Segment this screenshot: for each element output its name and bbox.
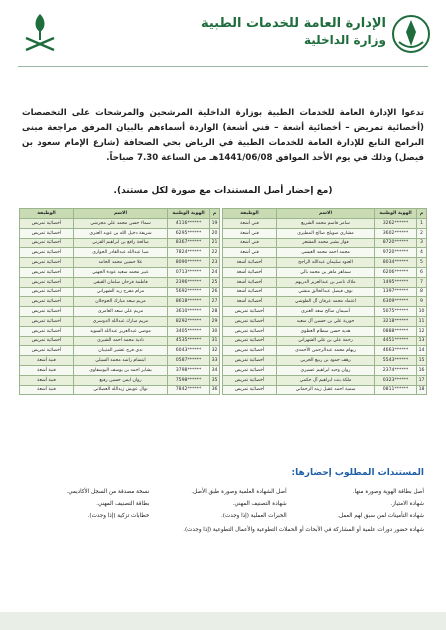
cell-name: سماء حسن محمد علي مجرشي xyxy=(74,219,168,229)
document-item: نسخة مصدقة من السجل الأكاديمي. xyxy=(66,489,150,495)
table-row xyxy=(20,248,220,258)
documents-note: (مع إحضار أصل المستندات مع صورة لكل مستند). xyxy=(113,186,333,196)
cell-id: ******8292 xyxy=(168,316,210,326)
table-row xyxy=(223,336,427,346)
cell-num: 15 xyxy=(417,356,427,366)
cell-num: 22 xyxy=(210,248,220,258)
cell-name: ملكة بنت ابراهيم آل حكمي xyxy=(277,375,375,385)
cell-num: 25 xyxy=(210,277,220,287)
cell-name: صبا عبدالله عبدالقادر الحواري xyxy=(74,248,168,258)
cell-id: ******2396 xyxy=(168,277,210,287)
cell-job: فني أشعة xyxy=(223,238,277,248)
cell-job: أخصائية أشعة xyxy=(223,287,277,297)
cell-job: أخصائية تمريض xyxy=(20,287,74,297)
cell-name: شريفة دخيل الله بن عويد العنزي xyxy=(74,228,168,238)
cell-name: مريم سعد مبارك الخوجلان xyxy=(74,297,168,307)
cell-job: أخصائية تمريض xyxy=(223,346,277,356)
cell-job: أخصائية تمريض xyxy=(20,326,74,336)
cell-id: ******6309 xyxy=(375,297,417,307)
cell-name: نادية محمد احمد الشيري xyxy=(74,336,168,346)
cell-job: أخصائية تمريض xyxy=(20,228,74,238)
cell-id: ******4116 xyxy=(168,219,210,229)
cell-num: 23 xyxy=(210,258,220,268)
cell-name: روان ايمن حسين رفيع xyxy=(74,375,168,385)
document-item: أصل الشهادة العلمية وصورة طبق الأصل. xyxy=(191,489,287,495)
cell-name: بشاير احمد بن يوسف اليوسفاوي xyxy=(74,365,168,375)
cell-name: مشاري صويلح صالح المطيري xyxy=(277,228,375,238)
table-row xyxy=(223,287,427,297)
table-row xyxy=(20,297,220,307)
cell-num: 21 xyxy=(210,238,220,248)
header-num: م xyxy=(417,209,427,219)
cell-job: أخصائية تمريض xyxy=(20,297,74,307)
table-row xyxy=(223,375,427,385)
cell-name: هديه حسن سطام العطوي xyxy=(277,326,375,336)
cell-name: أسيمان صالح سعد العنزي xyxy=(277,307,375,317)
cell-num: 34 xyxy=(210,365,220,375)
cell-id: ******3405 xyxy=(168,326,210,336)
cell-num: 29 xyxy=(210,316,220,326)
cell-job: أخصائية تمريض xyxy=(20,238,74,248)
cell-id: ******3262 xyxy=(375,219,417,229)
table-header-row xyxy=(20,209,220,219)
document-item: بطاقة التصنيف المهني. xyxy=(96,501,150,507)
cell-name: ملاك ناصر بن عبدالعزيز الدريهم xyxy=(277,277,375,287)
cell-id: ******3602 xyxy=(375,228,417,238)
cell-id: ******3798 xyxy=(168,365,210,375)
document-item: شهادة التصنيف المهني. xyxy=(232,501,287,507)
cell-job: فني أشعة xyxy=(223,219,277,229)
cell-name: موضي عبدالعزيز عبدالله السويد xyxy=(74,326,168,336)
cell-id: ******0888 xyxy=(375,326,417,336)
header-id: الهوية الوطنية xyxy=(375,209,417,219)
cell-job: أخصائية تمريض xyxy=(223,326,277,336)
cell-job: فنية أشعة xyxy=(20,365,74,375)
cell-job: أخصائية تمريض xyxy=(223,336,277,346)
cell-id: ******8720 xyxy=(375,238,417,248)
required-documents-list xyxy=(22,486,424,536)
cell-id: ******8034 xyxy=(375,258,417,268)
cell-id: ******1397 xyxy=(375,287,417,297)
cell-name: صالحة راقع بن ابراهيم القرني xyxy=(74,238,168,248)
cell-id: ******5692 xyxy=(168,287,210,297)
cell-job: فنية أشعة xyxy=(20,385,74,395)
cell-num: 8 xyxy=(417,287,427,297)
cell-job: أخصائية تمريض xyxy=(223,365,277,375)
cell-name: حورية علي بن حسين آل سعيد xyxy=(277,316,375,326)
cell-name: العنود سليمان عبدالله الراجح xyxy=(277,258,375,268)
cell-name: سمية احمد عقيل زينه الزحماني xyxy=(277,385,375,395)
cell-id: ******3610 xyxy=(168,307,210,317)
cell-name: ريهام محمد عبدالرحمن الأحمدي xyxy=(277,346,375,356)
cell-num: 9 xyxy=(417,297,427,307)
table-row xyxy=(223,346,427,356)
cell-name: علا حسين محمد الحامد xyxy=(74,258,168,268)
table-row xyxy=(20,277,220,287)
cell-name: ندى فرج عشير المتيبان xyxy=(74,346,168,356)
cell-name: محمد احمد محمد العيسى xyxy=(277,248,375,258)
cell-num: 27 xyxy=(210,297,220,307)
cell-id: ******5075 xyxy=(375,307,417,317)
invitation-text: تدعوا الإدارة العامة للخدمات الطبية بوزارة الداخلية المرشحين والمرشحات على التخصصات (أخصائية تمريض – أخصائية أشعة – فني أشعة) الواردة أسماءهم بالبيان المرفق مراجعة مبنى البرامج التابع للإدارة العامة للخدمات الطبية في الرياض بحي الصحافة (شارع الإمام سعود بن فيصل) وذلك في يوم الأحد الموافق 1441/06/08هـ من الساعة 7.30 صباحاً. xyxy=(22,108,424,163)
cell-id: ******9720 xyxy=(375,248,417,258)
cell-name: سماهر ماهر بن محمد بالي xyxy=(277,267,375,277)
cell-job: أخصائية أشعة xyxy=(223,267,277,277)
table-row xyxy=(20,219,220,229)
document-item: شهادة حضور دورات علمية أو المشاركة في الأبحاث أو الحملات التطوعية والأعمال التطوعية (إذا وجدت). xyxy=(183,527,424,533)
cell-job: أخصائية أشعة xyxy=(223,297,277,307)
table-row xyxy=(223,307,427,317)
table-row xyxy=(20,336,220,346)
cell-id: ******4451 xyxy=(375,336,417,346)
cell-num: 32 xyxy=(210,346,220,356)
cell-job: أخصائية تمريض xyxy=(20,307,74,317)
cell-job: أخصائية تمريض xyxy=(223,316,277,326)
cell-job: أخصائية تمريض xyxy=(20,336,74,346)
cell-num: 5 xyxy=(417,258,427,268)
cell-job: أخصائية تمريض xyxy=(20,346,74,356)
cell-id: ******1495 xyxy=(375,277,417,287)
cell-id: ******7842 xyxy=(168,385,210,395)
cell-num: 30 xyxy=(210,326,220,336)
required-documents-title: المستندات المطلوب إحضارها: xyxy=(291,468,424,478)
cell-job: أخصائية تمريض xyxy=(20,258,74,268)
cell-job: أخصائية تمريض xyxy=(223,375,277,385)
table-row xyxy=(223,356,427,366)
document-item: الخبرات العملية (إذا وجدت). xyxy=(221,513,287,519)
document-item: شهادة الامتياز. xyxy=(390,501,424,507)
cell-name: مريم علي سعد العامري xyxy=(74,307,168,317)
table-row xyxy=(20,287,220,297)
cell-job: أخصائية تمريض xyxy=(20,267,74,277)
cell-name: فواز بشير محمد المشعر xyxy=(277,238,375,248)
cell-num: 3 xyxy=(417,238,427,248)
cell-num: 24 xyxy=(210,267,220,277)
cell-num: 14 xyxy=(417,346,427,356)
table-row xyxy=(20,258,220,268)
cell-job: أخصائية أشعة xyxy=(223,258,277,268)
table-row xyxy=(20,267,220,277)
footer-band xyxy=(0,612,446,630)
cell-id: ******7598 xyxy=(168,375,210,385)
cell-id: ******2374 xyxy=(375,365,417,375)
cell-num: 11 xyxy=(417,316,427,326)
cell-name: نوف فيصل عبدالخالق منشي xyxy=(277,287,375,297)
cell-job: فني أشعة xyxy=(223,248,277,258)
cell-num: 18 xyxy=(417,385,427,395)
header-num: م xyxy=(210,209,220,219)
table-row xyxy=(223,316,427,326)
cell-id: ******5543 xyxy=(375,356,417,366)
ministry-name xyxy=(201,16,386,48)
cell-id: ******0713 xyxy=(168,267,210,277)
table-row xyxy=(223,277,427,287)
cell-job: أخصائية تمريض xyxy=(223,307,277,317)
cell-job: أخصائية تمريض xyxy=(223,385,277,395)
cell-num: 19 xyxy=(210,219,220,229)
ministry-line2: وزارة الداخلية xyxy=(303,33,386,47)
cell-job: أخصائية تمريض xyxy=(20,277,74,287)
header-name: الاسم xyxy=(277,209,375,219)
cell-num: 1 xyxy=(417,219,427,229)
cell-job: فنية أشعة xyxy=(20,356,74,366)
cell-num: 26 xyxy=(210,287,220,297)
header-id: الهوية الوطنية xyxy=(168,209,210,219)
table-row xyxy=(223,326,427,336)
cell-name: مرام مفرح زيد الشهراني xyxy=(74,287,168,297)
cell-id: ******7824 xyxy=(168,248,210,258)
table-row xyxy=(20,326,220,336)
candidates-table-left xyxy=(19,208,220,395)
document-item: أصل بطاقة الهوية وصورة منها. xyxy=(352,489,424,495)
table-row xyxy=(20,346,220,356)
cell-num: 7 xyxy=(417,277,427,287)
cell-num: 13 xyxy=(417,336,427,346)
cell-num: 31 xyxy=(210,336,220,346)
cell-job: أخصائية أشعة xyxy=(223,277,277,287)
candidates-tables xyxy=(19,208,427,438)
header-name: الاسم xyxy=(74,209,168,219)
table-row xyxy=(223,385,427,395)
cell-name: اعتماد محمد عرفان آل الطوشي xyxy=(277,297,375,307)
table-row xyxy=(223,238,427,248)
cell-name: فاطمة فرحان سلمان الفيفي xyxy=(74,277,168,287)
cell-id: ******6295 xyxy=(168,228,210,238)
cell-name: سامر قاسم محمد الشريع xyxy=(277,219,375,229)
table-row xyxy=(20,356,220,366)
table-row xyxy=(20,228,220,238)
document-item: شهادة التأمينات لمن سبق لهم العمل. xyxy=(337,513,424,519)
cell-id: ******8618 xyxy=(168,297,210,307)
cell-name: روان وحيد ابراهيم عسيري xyxy=(277,365,375,375)
saudi-emblem-icon xyxy=(20,10,60,58)
table-row xyxy=(223,228,427,238)
cell-num: 28 xyxy=(210,307,220,317)
cell-id: ******4535 xyxy=(168,336,210,346)
table-row xyxy=(20,375,220,385)
cell-job: أخصائية تمريض xyxy=(20,248,74,258)
cell-id: ******8367 xyxy=(168,238,210,248)
cell-name: ابتسام راشد محمد السيلي xyxy=(74,356,168,366)
cell-job: أخصائية تمريض xyxy=(20,316,74,326)
table-row xyxy=(223,365,427,375)
table-header-row xyxy=(223,209,427,219)
cell-job: أخصائية تمريض xyxy=(20,219,74,229)
table-row xyxy=(20,307,220,317)
cell-num: 33 xyxy=(210,356,220,366)
cell-num: 12 xyxy=(417,326,427,336)
cell-num: 10 xyxy=(417,307,427,317)
cell-id: ******0811 xyxy=(375,385,417,395)
header-divider xyxy=(18,66,428,67)
ministry-line1: الإدارة العامة للخدمات الطبية xyxy=(200,16,386,31)
header-job: الوظيفة xyxy=(20,209,74,219)
document-item: خطابات تزكية (إذا وجدت). xyxy=(87,513,150,519)
cell-name: عبير محمد سعيد عودة الجهني xyxy=(74,267,168,277)
cell-id: ******3218 xyxy=(375,316,417,326)
table-row xyxy=(223,297,427,307)
cell-num: 2 xyxy=(417,228,427,238)
table-row xyxy=(20,385,220,395)
cell-num: 20 xyxy=(210,228,220,238)
table-row xyxy=(20,316,220,326)
cell-num: 36 xyxy=(210,385,220,395)
table-row xyxy=(223,267,427,277)
cell-id: ******6043 xyxy=(168,346,210,356)
table-row xyxy=(20,238,220,248)
cell-id: ******8090 xyxy=(168,258,210,268)
cell-job: أخصائية تمريض xyxy=(223,356,277,366)
letterhead xyxy=(8,6,438,64)
cell-id: ******6206 xyxy=(375,267,417,277)
table-row xyxy=(20,365,220,375)
cell-id: ******0323 xyxy=(375,375,417,385)
documents-grid xyxy=(22,486,424,522)
table-row xyxy=(223,219,427,229)
cell-name: مريم مبارك عبدالله الدوسري xyxy=(74,316,168,326)
cell-name: رحمة علي بن علي الشهراني xyxy=(277,336,375,346)
cell-name: نوال عويش زيدالله العصلاني xyxy=(74,385,168,395)
cell-id: ******0587 xyxy=(168,356,210,366)
cell-num: 4 xyxy=(417,248,427,258)
cell-num: 35 xyxy=(210,375,220,385)
ministry-logo xyxy=(390,12,432,58)
candidates-table-right xyxy=(222,208,427,395)
cell-job: فنية أشعة xyxy=(20,375,74,385)
cell-job: فني أشعة xyxy=(223,228,277,238)
cell-name: رهف حمود بن ربيع الحربي xyxy=(277,356,375,366)
table-row xyxy=(223,258,427,268)
cell-num: 16 xyxy=(417,365,427,375)
cell-num: 6 xyxy=(417,267,427,277)
cell-num: 17 xyxy=(417,375,427,385)
cell-id: ******4663 xyxy=(375,346,417,356)
table-row xyxy=(223,248,427,258)
header-job: الوظيفة xyxy=(223,209,277,219)
